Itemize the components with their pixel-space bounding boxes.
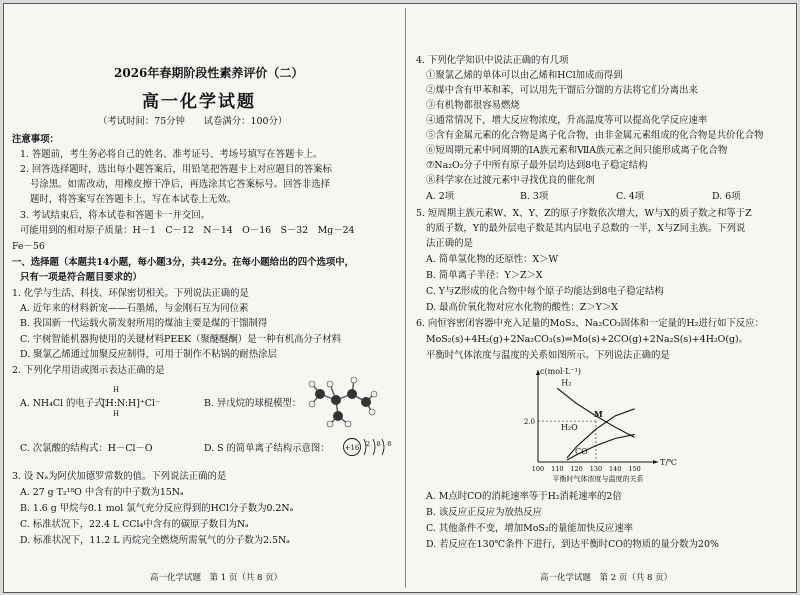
atomic-mass-line: 可能用到的相对原子质量：H－1 C－12 N－14 O－16 S－32 Mg－24	[20, 225, 355, 236]
question-4-item: ④通常情况下，增大反应物浓度，升高温度等可以提高化学反应速率	[426, 115, 708, 126]
page-footer: 高一化学试题 第 1 页（共 8 页）	[150, 573, 283, 583]
question-4-item: ①聚氯乙烯的单体可以由乙烯和HCl加成而得到	[426, 70, 623, 81]
notice-line: 题时，将答案写在答题卡上，写在本试卷上无效。	[30, 194, 237, 205]
y-axis-label: c(mol·L⁻¹)	[540, 367, 581, 376]
question-3-option-d: D. 标准状况下，11.2 L 丙烷完全燃烧所需氧气的分子数为2.5Nₐ	[20, 535, 290, 546]
question-4-option-a: A. 2项	[426, 191, 455, 202]
question-1-stem: 1. 化学与生活、科技、环保密切相关。下列说法正确的是	[12, 288, 249, 299]
question-5-option-c: C. Y与Z形成的化合物中每个原子均能达到8电子稳定结构	[426, 286, 664, 297]
question-3-stem: 3. 设 Nₐ为阿伏加德罗常数的值。下列说法正确的是	[12, 471, 227, 482]
question-5-stem: 5. 短周期主族元素W、X、Y、Z的原子序数依次增大，W与X的质子数之和等于Z	[416, 208, 752, 219]
question-4-option-c: C. 4项	[616, 191, 645, 202]
x-axis-label: T/℃	[660, 458, 677, 467]
electron-formula-h: H	[113, 386, 120, 394]
section-heading: 一、选择题（本题共14小题，每小题3分，共42分。在每小题给出的四个选项中，	[12, 257, 354, 268]
atomic-mass-line: Fe－56	[12, 241, 45, 252]
question-2-option-d: D. S 的简单离子结构示意图：	[204, 443, 330, 454]
question-1-option-c: C. 宇树智能机器狗使用的关键材料PEEK（聚醚醚酮）是一种有机高分子材料	[20, 334, 342, 345]
question-3-option-c: C. 标准状况下，22.4 L CCl₄中含有的碳原子数目为Nₐ	[20, 519, 249, 530]
exam-info: （考试时间：75分钟 试卷满分：100分）	[98, 116, 288, 127]
ball-and-stick-model	[306, 372, 378, 430]
question-4-item: ②煤中含有甲苯和苯，可以用先干馏后分馏的方法将它们分离出来	[426, 85, 698, 96]
question-4-item: ⑧科学家在过渡元素中寻找优良的催化剂	[426, 175, 595, 186]
page-footer: 高一化学试题 第 2 页（共 8 页）	[540, 573, 673, 583]
question-5-stem: 法正确的是	[426, 238, 473, 249]
x-tick-label: 130	[589, 465, 603, 473]
x-tick-label: 100	[531, 465, 545, 473]
question-5-option-d: D. 最高价氧化物对应水化物的酸性：Z＞Y＞X	[426, 302, 618, 313]
point-m-label: M	[593, 409, 603, 420]
question-6-stem: 平衡时气体浓度与温度的关系如图所示。下列说法正确的是	[426, 350, 670, 361]
question-2-option-a: A. NH₄Cl 的电子式：	[20, 398, 113, 409]
series-label: H₂O	[560, 422, 578, 432]
question-4-item: ⑤含有金属元素的化合物是离子化合物，由非金属元素组成的化合物是共价化合物	[426, 130, 764, 141]
y-tick-label: 2.0	[523, 418, 535, 427]
question-6-option-c: C. 其他条件不变，增加MoS₂的量能加快反应速率	[426, 523, 633, 534]
question-1-option-b: B. 我国新一代运载火箭发射所用的煤油主要是煤的干馏制得	[20, 318, 268, 329]
question-2-option-b: B. 异戊烷的球棍模型：	[204, 398, 302, 409]
chart-title: 平衡时气体浓度与温度的关系	[552, 475, 644, 483]
page-2	[416, 4, 792, 592]
series-label: H₂	[561, 378, 572, 388]
x-tick-label: 140	[609, 465, 622, 473]
question-3-option-a: A. 27 g T₂¹⁸O 中含有的中子数为15Nₐ	[20, 487, 184, 498]
question-5-option-b: B. 简单离子半径：Y＞Z＞X	[426, 270, 543, 281]
question-6-option-d: D. 若反应在130℃条件下进行，到达平衡时CO的物质的量分数为20%	[426, 539, 719, 550]
concentration-temperature-chart	[508, 364, 678, 484]
question-2-option-c: C. 次氯酸的结构式：H－Cl－O	[20, 443, 153, 454]
x-tick-label: 110	[551, 465, 564, 473]
notice-title: 注意事项：	[12, 134, 59, 145]
notice-line: 1. 答题前，考生务必将自己的姓名、准考证号、考场号填写在答题卡上。	[20, 149, 323, 160]
question-5-option-a: A. 简单氢化物的还原性：X＞W	[426, 254, 559, 265]
question-4-option-d: D. 6项	[712, 191, 741, 202]
x-tick-label: 120	[570, 465, 583, 473]
question-5-stem: 的质子数，Y的最外层电子数是其内层电子总数的一半，X与Z同主族。下列说	[426, 223, 746, 234]
question-3-option-b: B. 1.6 g 甲烷与0.1 mol 氯气充分反应得到的HCl分子数为0.2Nₐ	[20, 503, 294, 514]
question-6-stem: 6. 向恒容密闭容器中充入足量的MoS₂、Na₂CO₃固体和一定量的H₂进行如下反应：	[416, 318, 764, 329]
nucleus-charge: +16	[344, 444, 360, 452]
electron-shells: 2 8 8	[366, 440, 392, 448]
exam-title: 高一化学试题	[142, 92, 256, 112]
exam-sheet	[3, 3, 797, 593]
electron-formula-h: H	[113, 410, 120, 418]
question-1-option-d: D. 聚氯乙烯通过加聚反应制得，可用于制作不粘锅的耐热涂层	[20, 349, 277, 360]
electron-formula: [H:N:H]⁺Cl⁻	[102, 398, 160, 409]
page-divider	[405, 8, 406, 588]
x-tick-label: 150	[628, 465, 641, 473]
question-4-item: ⑦Na₂O₂分子中所有原子最外层均达到8电子稳定结构	[426, 160, 648, 171]
question-2-stem: 2. 下列化学用语或图示表达正确的是	[12, 365, 165, 376]
question-4-item: ③有机物都很容易燃烧	[426, 100, 520, 111]
section-heading: 只有一项是符合题目要求的）	[20, 272, 142, 283]
question-6-equation: MoS₂(s)+4H₂(g)+2Na₂CO₃(s)⇌Mo(s)+2CO(g)+2Na₂S(s)+4H₂O(g)。	[426, 334, 749, 345]
question-6-option-b: B. 该反应正反应为放热反应	[426, 507, 542, 518]
series-label: CO	[574, 446, 588, 456]
notice-line: 2. 回答选择题时，选出每小题答案后，用铅笔把答题卡上对应题目的答案标	[20, 164, 332, 175]
sulfide-ion-diagram	[342, 436, 392, 458]
question-4-item: ⑥短周期元素中同周期的ⅠA族元素和ⅦA族元素之间只能形成离子化合物	[426, 145, 728, 156]
notice-line: 3. 考试结束后，将本试卷和答题卡一并交回。	[20, 210, 211, 221]
notice-line: 号涂黑。如需改动，用橡皮擦干净后，再选涂其它答案标号。回答非选择	[30, 179, 331, 190]
exam-subtitle: 2026年春期阶段性素养评价（二）	[114, 66, 304, 80]
question-4-stem: 4. 下列化学知识中说法正确的有几项	[416, 55, 569, 66]
question-4-option-b: B. 3项	[520, 191, 549, 202]
x-axis-arrow	[653, 460, 658, 464]
question-1-option-a: A. 近年来的材料新宠——石墨烯，与金刚石互为同位素	[20, 303, 249, 314]
question-6-option-a: A. M点时CO的消耗速率等于H₂消耗速率的2倍	[426, 491, 622, 502]
page-1	[10, 4, 395, 592]
